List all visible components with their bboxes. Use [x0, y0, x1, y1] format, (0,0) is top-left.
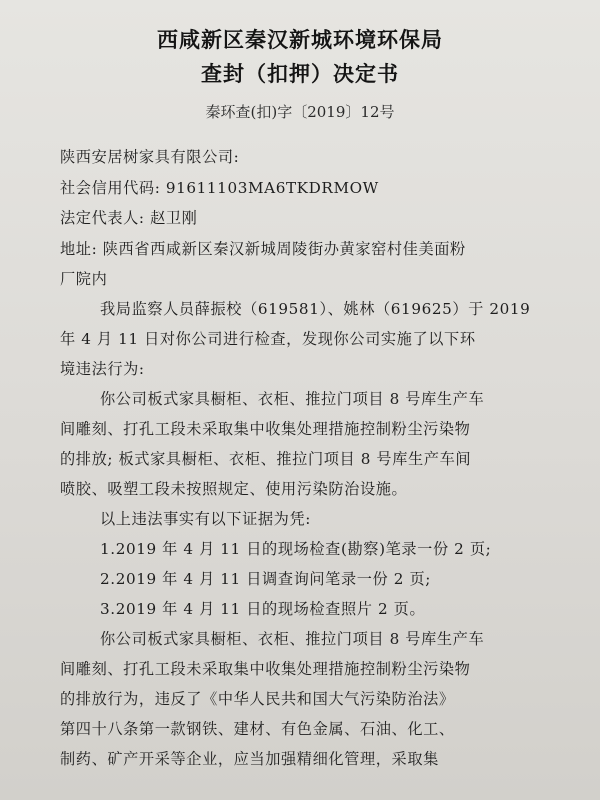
- legal-representative: 法定代表人: 赵卫刚: [60, 209, 198, 227]
- document-number: 秦环查(扣)字〔2019〕12号: [205, 103, 395, 121]
- evidence-item: 3.2019 年 4 月 11 日的现场检查照片 2 页。: [100, 600, 426, 618]
- address-line: 厂院内: [60, 270, 108, 288]
- paragraph-line: 你公司板式家具橱柜、衣柜、推拉门项目 8 号库生产车: [100, 630, 485, 648]
- paragraph-line: 制药、矿产开采等企业，应当加强精细化管理，采取集: [60, 750, 439, 768]
- evidence-item: 1.2019 年 4 月 11 日的现场检查(勘察)笔录一份 2 页;: [100, 540, 492, 558]
- issuing-authority-title: 西咸新区秦汉新城环境环保局: [157, 28, 443, 52]
- evidence-item: 2.2019 年 4 月 11 日调查询问笔录一份 2 页;: [100, 570, 431, 588]
- paragraph-line: 境违法行为:: [60, 360, 145, 378]
- paragraph-line: 喷胶、吸塑工段未按照规定、使用污染防治设施。: [60, 480, 408, 498]
- paragraph-line: 年 4 月 11 日对你公司进行检查，发现你公司实施了以下环: [60, 330, 476, 348]
- paragraph-line: 第四十八条第一款钢铁、建材、有色金属、石油、化工、: [60, 720, 455, 738]
- paragraph-line: 我局监察人员薛振校（619581）、姚林（619625）于 2019: [100, 300, 531, 318]
- paragraph-line: 间雕刻、打孔工段未采取集中收集处理措施控制粉尘污染物: [60, 420, 471, 438]
- paragraph-line: 以上违法事实有以下证据为凭:: [100, 510, 311, 528]
- address-line: 地址: 陕西省西咸新区秦汉新城周陵街办黄家窑村佳美面粉: [60, 240, 466, 258]
- paragraph-line: 的排放行为，违反了《中华人民共和国大气污染防治法》: [60, 690, 455, 708]
- document-title: 查封（扣押）决定书: [201, 62, 399, 86]
- paragraph-line: 间雕刻、打孔工段未采取集中收集处理措施控制粉尘污染物: [60, 660, 471, 678]
- paragraph-line: 你公司板式家具橱柜、衣柜、推拉门项目 8 号库生产车: [100, 390, 485, 408]
- credit-code: 社会信用代码: 91611103MA6TKDRMOW: [60, 179, 379, 197]
- recipient-company: 陕西安居树家具有限公司:: [60, 148, 240, 166]
- paragraph-line: 的排放; 板式家具橱柜、衣柜、推拉门项目 8 号库生产车间: [60, 450, 472, 468]
